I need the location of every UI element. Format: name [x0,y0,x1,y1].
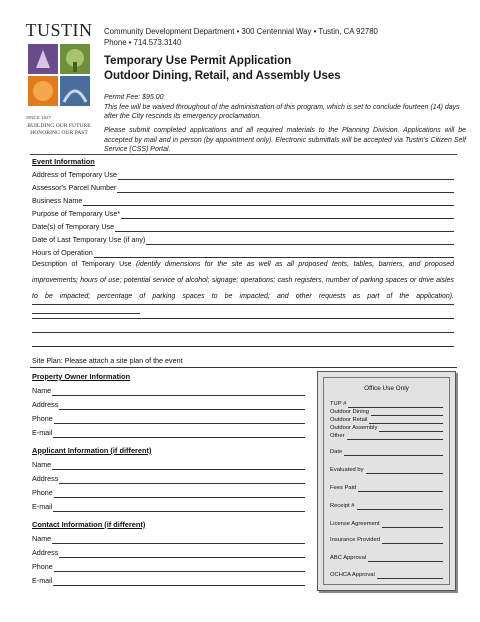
field-label: Other [330,433,345,439]
field-line[interactable] [118,172,454,180]
evaluated-by-field[interactable] [330,465,443,474]
applicant-address-field[interactable] [32,473,305,484]
site-plan-label: Site Plan: Please attach a site plan of the event [32,356,183,365]
field-label: Outdoor Retail [330,417,368,423]
description-line[interactable] [32,304,454,305]
field-label: Hours of Operation [32,248,93,257]
header-divider [30,154,457,155]
fee-waiver: This fee will be waived throughout of the administration of this program, which is set to conclude fourteen (14) days after the City rescinds its emergency proclamation. [104,103,460,121]
site-plan-note [32,355,454,366]
field-line[interactable] [52,388,305,396]
description-label: Description of Temporary Use [32,261,132,268]
city-logo [22,20,96,138]
field-label: Date(s) of Temporary Use [32,222,115,231]
department-phone: Phone • 714.573.3140 [104,38,182,47]
field-label: Phone [32,562,53,571]
fee-block [104,93,466,122]
logo-tagline-2: HONORING OUR PAST [30,130,88,136]
field-line[interactable] [358,486,443,492]
parcel-number-field[interactable] [32,182,454,193]
contact-phone-field[interactable] [32,561,305,572]
office-use-box [317,371,456,591]
field-line[interactable] [52,462,305,470]
owner-phone-field[interactable] [32,413,305,424]
field-line[interactable] [59,402,305,410]
logo-tagline [22,123,96,137]
description-line[interactable] [32,332,454,333]
business-name-field[interactable] [32,195,454,206]
field-line[interactable] [54,490,305,498]
field-line[interactable] [344,450,443,456]
license-agreement-field[interactable] [330,519,443,528]
fees-paid-field[interactable] [330,483,443,492]
field-line[interactable] [347,434,444,440]
other-field[interactable] [330,431,443,440]
title-line-2: Outdoor Dining, Retail, and Assembly Uses [104,70,341,82]
field-line[interactable] [382,522,443,528]
field-label: Evaluated by [330,467,364,473]
title-line-1: Temporary Use Permit Application [104,55,292,67]
applicant-name-field[interactable] [32,459,305,470]
field-line[interactable] [54,416,305,424]
field-line[interactable] [115,224,454,232]
field-line[interactable] [117,185,454,193]
applicant-email-field[interactable] [32,501,305,512]
department-info [104,26,378,48]
field-line[interactable] [368,556,443,562]
field-label: Address [32,548,59,557]
field-label: E-mail [32,576,53,585]
field-label: Fees Paid [330,485,357,491]
section-divider [30,367,457,368]
last-use-date-field[interactable] [32,234,454,245]
contact-address-field[interactable] [32,547,305,558]
field-label: Business Name [32,196,83,205]
field-line[interactable] [121,211,454,219]
permit-fee: Permit Fee: $95.00 [104,94,164,101]
owner-section-title: Property Owner Information [32,372,131,381]
owner-name-field[interactable] [32,385,305,396]
event-section-title: Event Information [32,157,95,166]
field-label: Outdoor Dining [330,409,369,415]
field-line[interactable] [53,430,305,438]
field-label: OCHCA Approval [330,572,375,578]
logo-wordmark: TUSTIN [25,20,93,40]
contact-email-field[interactable] [32,575,305,586]
description-instructions: (identify dimensions for the site as well as all proposed tents, tables, barriers, and proposed improvements; hours of use; potential service of alcohol; signage; operations; cash registers, number of parking spaces or drive aisles to be impacted; percentage of parking spaces to be impacted; and other requests as part of the application). [32,261,454,300]
description-line[interactable] [32,318,454,319]
field-label: E-mail [32,428,53,437]
field-label: Address [32,474,59,483]
purpose-field[interactable] [32,208,454,219]
logo-tiles-icon [28,44,90,106]
field-label: Address of Temporary Use [32,170,117,179]
field-label: Date [330,449,343,455]
field-line[interactable] [59,550,305,558]
field-label: License Agreement [330,521,380,527]
description-line[interactable] [32,346,454,347]
field-line[interactable] [83,198,454,206]
office-use-frame [323,377,450,585]
field-label: TUP # [330,401,347,407]
field-line[interactable] [382,538,443,544]
insurance-provided-field[interactable] [330,535,443,544]
owner-address-field[interactable] [32,399,305,410]
field-label: E-mail [32,502,53,511]
office-use-title: Office Use Only [364,385,409,392]
field-label: Outdoor Assembly [330,425,378,431]
submittal-instructions: Please submit completed applications and all required materials to the Planning Division. Applications will be accepted by mail and in person (by appointment only). Electronic submittals will be accepted via Tustin's Citizen Self Service (CSS) Portal. [104,127,466,154]
applicant-section-title: Applicant Information (if different) [32,446,152,455]
address-field[interactable] [32,169,454,180]
logo-since: SINCE 1927 [26,115,52,120]
logo-tagline-1: BUILDING OUR FUTURE [27,123,91,129]
page-title [104,54,341,84]
field-line[interactable] [53,578,305,586]
field-label: Phone [32,414,53,423]
ochca-approval-field[interactable] [330,570,443,579]
field-line[interactable] [357,504,444,510]
department-address: Community Development Department • 300 Centennial Way • Tustin, CA 92780 [104,27,378,36]
field-label: Purpose of Temporary Use* [32,209,121,218]
field-line[interactable] [53,504,305,512]
field-label: Address [32,400,59,409]
contact-name-field[interactable] [32,533,305,544]
applicant-phone-field[interactable] [32,487,305,498]
field-line[interactable] [366,468,443,474]
field-label: Phone [32,488,53,497]
field-line[interactable] [377,573,443,579]
dates-field[interactable] [32,221,454,232]
description-block [32,257,454,321]
field-label: Name [32,460,52,469]
abc-approval-field[interactable] [330,553,443,562]
contact-section-title: Contact Information (if different) [32,520,146,529]
owner-email-field[interactable] [32,427,305,438]
field-line[interactable] [59,476,305,484]
date-field[interactable] [330,447,443,456]
field-label: Name [32,534,52,543]
field-line[interactable] [52,536,305,544]
field-label: ABC Approval [330,555,367,561]
field-label: Name [32,386,52,395]
receipt-number-field[interactable] [330,501,443,510]
field-line[interactable] [54,564,305,572]
field-label: Assessor's Parcel Number [32,183,117,192]
field-label: Date of Last Temporary Use (if any) [32,235,146,244]
field-label: Insurance Provided [330,537,380,543]
field-line[interactable] [146,237,454,245]
field-label: Receipt # [330,503,355,509]
description-line[interactable] [32,306,140,314]
